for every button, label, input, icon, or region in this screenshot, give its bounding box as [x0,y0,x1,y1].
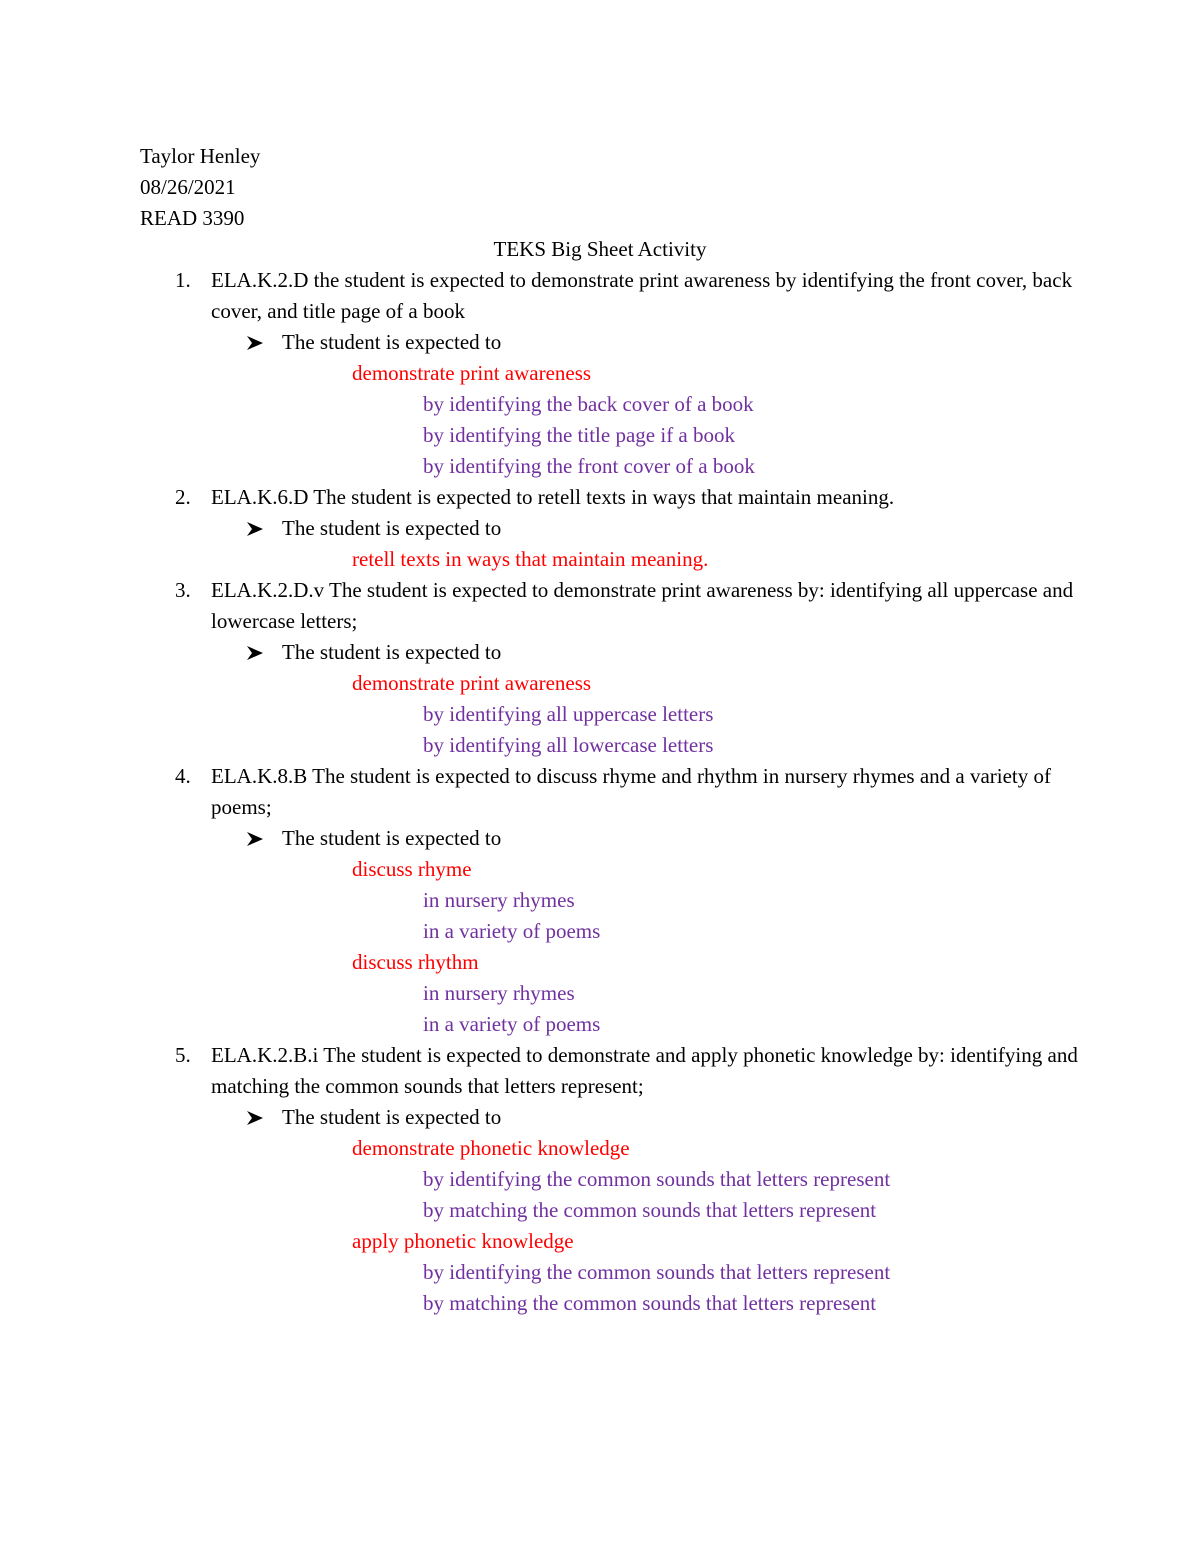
detail-phrase: by identifying the common sounds that letters represent [423,1260,891,1284]
list-item [0,761,1200,1040]
verb-phrase: demonstrate print awareness [352,671,592,695]
sub-bullet-text: The student is expected to [282,330,502,354]
detail-phrase: by identifying all lowercase letters [423,733,714,757]
document-header [140,141,260,234]
sub-bullet [0,823,1200,854]
teks-list [0,265,1200,1319]
detail-phrase: in a variety of poems [423,1012,601,1036]
verb-phrase: demonstrate print awareness [352,361,592,385]
arrow-bullet-icon [246,637,270,668]
list-item [0,482,1200,575]
detail-phrase: in a variety of poems [423,919,601,943]
verb-phrase: discuss rhyme [352,857,472,881]
course-code: READ 3390 [140,206,245,230]
list-item-number: 2. [175,485,191,509]
detail-phrase: by identifying the front cover of a book [423,454,755,478]
detail-phrase: by identifying all uppercase letters [423,702,714,726]
sub-bullet [0,513,1200,544]
list-item-number: 4. [175,764,191,788]
list-item-number: 1. [175,268,191,292]
detail-phrase: by matching the common sounds that letters represent [423,1198,877,1222]
sub-bullet-text: The student is expected to [282,640,502,664]
list-item-number: 3. [175,578,191,602]
detail-phrase: in nursery rhymes [423,888,575,912]
list-item-text: ELA.K.2.B.i The student is expected to demonstrate and apply phonetic knowledge by: identifying and matching the common sounds that letters represent; [211,1043,1078,1098]
list-item-text: ELA.K.2.D.v The student is expected to demonstrate print awareness by: identifying all uppercase and lowercase letters; [211,578,1074,633]
detail-phrase: in nursery rhymes [423,981,575,1005]
list-item-text: ELA.K.8.B The student is expected to discuss rhyme and rhythm in nursery rhymes and a variety of poems; [211,764,1052,819]
arrow-bullet-icon [246,327,270,358]
list-item-text: ELA.K.6.D The student is expected to retell texts in ways that maintain meaning. [211,485,895,509]
sub-bullet-text: The student is expected to [282,516,502,540]
arrow-bullet-icon [246,823,270,854]
document-title: TEKS Big Sheet Activity [493,237,707,261]
verb-phrase: retell texts in ways that maintain meaning. [352,547,709,571]
document-date: 08/26/2021 [140,175,236,199]
list-item-number: 5. [175,1043,191,1067]
verb-phrase: discuss rhythm [352,950,479,974]
detail-phrase: by matching the common sounds that letters represent [423,1291,877,1315]
list-item-text: ELA.K.2.D the student is expected to demonstrate print awareness by identifying the front cover, back cover, and title page of a book [211,268,1073,323]
verb-phrase: demonstrate phonetic knowledge [352,1136,630,1160]
sub-bullet-text: The student is expected to [282,826,502,850]
list-item [0,265,1200,482]
author-name: Taylor Henley [140,144,261,168]
sub-bullet [0,1102,1200,1133]
list-item [0,1040,1200,1319]
detail-phrase: by identifying the common sounds that letters represent [423,1167,891,1191]
arrow-bullet-icon [246,1102,270,1133]
sub-bullet-text: The student is expected to [282,1105,502,1129]
arrow-bullet-icon [246,513,270,544]
sub-bullet [0,327,1200,358]
verb-phrase: apply phonetic knowledge [352,1229,574,1253]
detail-phrase: by identifying the title page if a book [423,423,736,447]
detail-phrase: by identifying the back cover of a book [423,392,754,416]
sub-bullet [0,637,1200,668]
list-item [0,575,1200,761]
